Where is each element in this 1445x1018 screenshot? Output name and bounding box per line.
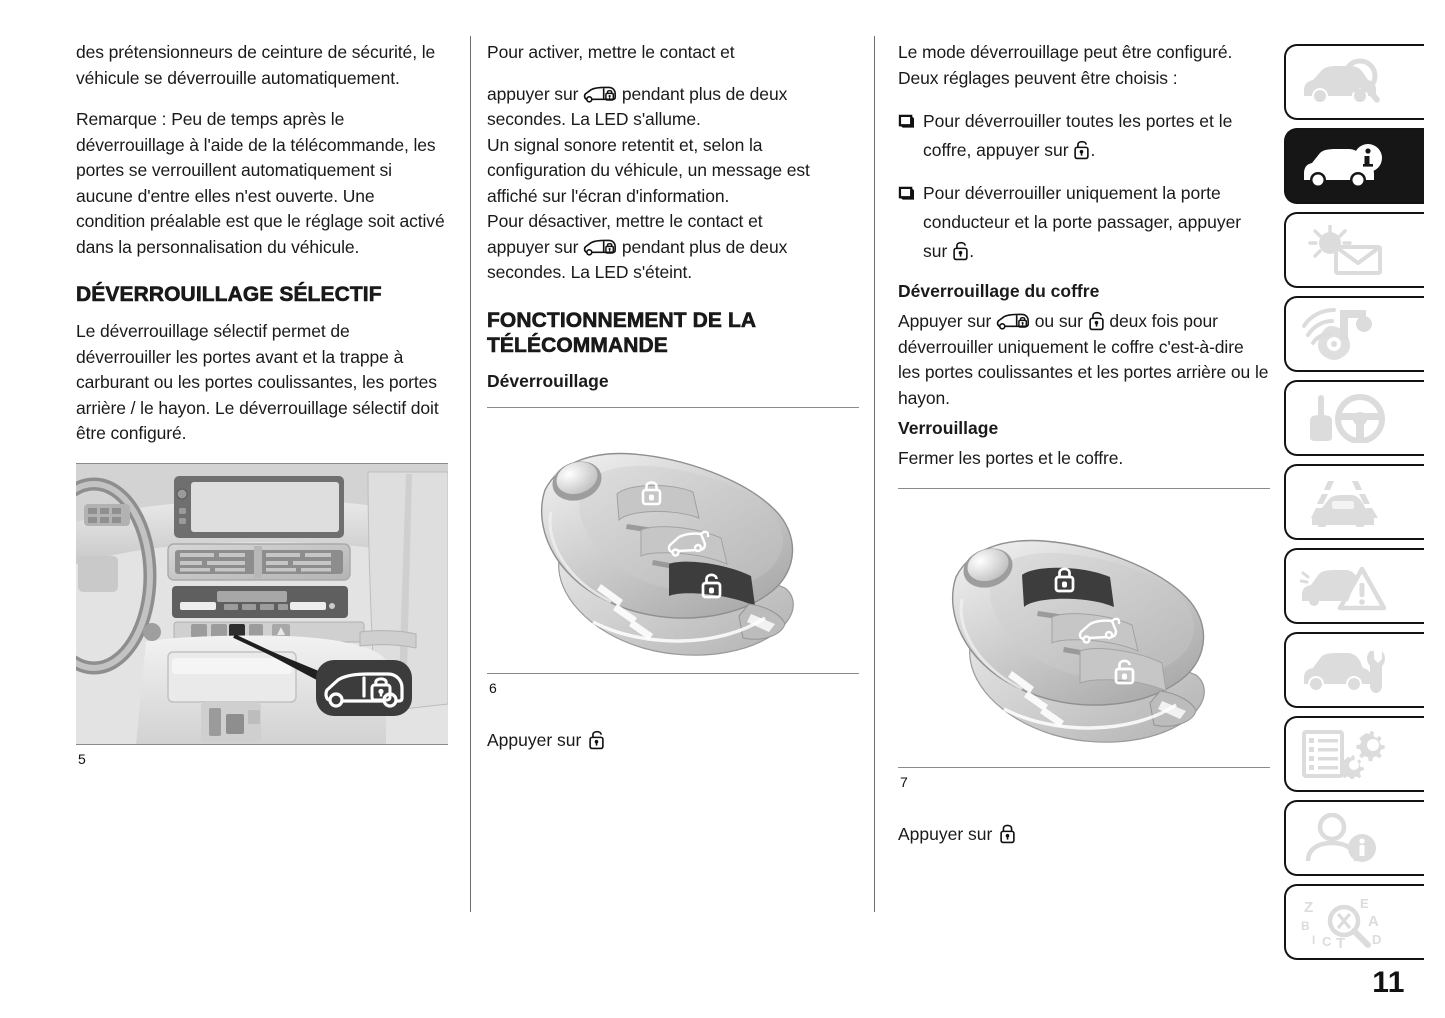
- callout-badge: [316, 660, 412, 716]
- bullet-item: [898, 179, 1270, 266]
- column-divider-right: [874, 36, 875, 912]
- figure-caption: [898, 821, 1270, 847]
- figure-keyfob-lock: [898, 488, 1270, 791]
- paragraph-text: pendant plus de deux secondes. La LED s'éteint.: [487, 236, 788, 282]
- sun-envelope-icon: [1300, 225, 1386, 275]
- paragraph-locking: Fermer les portes et le coffre.: [898, 448, 1124, 468]
- person-info-icon: [1300, 813, 1386, 863]
- section-heading-selective-unlock: DÉVERROUILLAGE SÉLECTIF: [76, 283, 382, 306]
- alphabet-magnifier-icon: [1300, 896, 1392, 948]
- figure-number: 5: [78, 750, 86, 767]
- lock-icon: [999, 823, 1016, 844]
- svg-text:I: I: [1312, 933, 1316, 947]
- wifi-music-location-icon: [1300, 308, 1386, 360]
- paragraph: Le déverrouillage sélectif permet de déverrouiller les portes avant et la trappe à carburant ou les portes coulissantes, les portes arrière / le hayon. Le déverrouillage sélectif doit être configuré.: [76, 321, 439, 443]
- paragraph: [487, 235, 859, 286]
- tab-driving[interactable]: [1284, 380, 1424, 456]
- page-number: 11: [1372, 966, 1405, 999]
- paragraph-text: appuyer sur: [487, 83, 579, 104]
- tab-services[interactable]: [1284, 800, 1424, 876]
- unlock-icon: [952, 240, 969, 261]
- keyfob-illustration: [487, 408, 859, 673]
- figure-bottom-rule: [487, 673, 859, 674]
- car-info-icon: [1300, 142, 1386, 190]
- figure-number: 7: [900, 773, 908, 790]
- paragraph-text: Pour activer, mettre le contact et: [487, 42, 735, 62]
- column-right: [898, 40, 1270, 847]
- svg-text:B: B: [1301, 919, 1310, 933]
- paragraph-text: ou sur: [1034, 311, 1083, 331]
- tab-vehicle-info[interactable]: [1284, 128, 1424, 204]
- tab-technical-data[interactable]: [1284, 716, 1424, 792]
- figure-dashboard: [76, 463, 448, 768]
- paragraph: des prétensionneurs de ceinture de sécurité, le véhicule se déverrouille automatiquement.: [76, 42, 436, 88]
- bullet-text: [923, 179, 1270, 266]
- tab-driving-assistance[interactable]: [1284, 464, 1424, 540]
- caption-text: Appuyer sur: [898, 823, 993, 844]
- tab-breakdown[interactable]: [1284, 548, 1424, 624]
- paragraph: [487, 82, 859, 133]
- svg-text:C: C: [1322, 934, 1332, 948]
- subheading-unlocking: Déverrouillage: [487, 370, 609, 391]
- svg-text:Z: Z: [1304, 899, 1314, 916]
- paragraph: [487, 40, 859, 66]
- figure-number: 6: [489, 679, 497, 696]
- unlock-icon: [1073, 139, 1090, 160]
- square-bullet-icon: [898, 186, 915, 206]
- figure-keyfob-unlock: [487, 407, 859, 697]
- column-left: [76, 40, 448, 768]
- bullet-text: [923, 107, 1270, 165]
- dashboard-illustration: [76, 464, 448, 744]
- section-heading-remote-operation: FONCTIONNEMENT DE LA TÉLÉCOMMANDE: [487, 308, 756, 357]
- car-lock-icon: [583, 85, 617, 102]
- car-magnifier-icon: [1300, 58, 1386, 106]
- paragraph-text: deux fois pour déverrouiller uniquement le coffre c'est-à-dire les portes coulissantes et les portes arrière ou le hayon.: [898, 311, 1269, 408]
- unlock-icon: [1088, 310, 1105, 331]
- figure-bottom-rule: [898, 767, 1270, 768]
- unlock-icon: [588, 729, 605, 750]
- tab-navigation-audio[interactable]: [1284, 296, 1424, 372]
- list-gears-icon: [1300, 729, 1386, 779]
- paragraph-trunk: [898, 309, 1270, 411]
- gearlever-steeringwheel-icon: [1300, 393, 1386, 443]
- caption-text: Appuyer sur: [487, 729, 582, 750]
- paragraph-remark: Remarque : Peu de temps après le déverrouillage à l'aide de la télécommande, les portes se verrouillent automatiquement si aucune d'entre elles n'est ouverte. Une condition préalable est que le réglage soit activé dans la personnalisation du véhicule.: [76, 109, 445, 257]
- svg-text:T: T: [1336, 935, 1346, 948]
- svg-text:A: A: [1368, 913, 1379, 930]
- tab-maintenance[interactable]: [1284, 632, 1424, 708]
- paragraph-text: pendant plus de deux secondes. La LED s'allume.: [487, 83, 788, 129]
- subheading-locking: Verrouillage: [898, 418, 999, 438]
- paragraph: Un signal sonore retentit et, selon la configuration du véhicule, un message est affiché sur l'écran d'information.: [487, 134, 810, 206]
- car-wrench-icon: [1300, 646, 1386, 694]
- car-lane-icon: [1300, 477, 1386, 527]
- tab-vehicle-overview[interactable]: [1284, 44, 1424, 120]
- column-divider-left: [470, 36, 471, 912]
- paragraph: Pour désactiver, mettre le contact et: [487, 211, 763, 231]
- square-bullet-icon: [898, 114, 915, 134]
- car-warning-triangle-icon: [1300, 561, 1386, 611]
- car-lock-icon: [996, 312, 1030, 329]
- car-lock-icon: [583, 238, 617, 255]
- figure-caption: [487, 727, 859, 753]
- bullet-text-end: .: [1090, 140, 1096, 160]
- svg-text:E: E: [1360, 896, 1369, 911]
- bullet-text-main: Pour déverrouiller uniquement la porte conducteur et la porte passager, appuyer sur: [923, 183, 1242, 261]
- column-middle: [487, 40, 859, 753]
- paragraph-intro: Le mode déverrouillage peut être configuré. Deux réglages peuvent être choisis :: [898, 42, 1233, 88]
- tab-index[interactable]: [1284, 884, 1424, 960]
- subheading-trunk-unlock: Déverrouillage du coffre: [898, 281, 1100, 301]
- chapter-tab-rail: [1284, 44, 1432, 968]
- bullet-text-end: .: [969, 241, 975, 261]
- keyfob-illustration: [898, 489, 1270, 767]
- bullet-text-main: Pour déverrouiller toutes les portes et le coffre, appuyer sur: [923, 111, 1233, 160]
- paragraph-text: Appuyer sur: [898, 311, 992, 331]
- svg-text:D: D: [1372, 932, 1382, 947]
- tab-lighting-visibility[interactable]: [1284, 212, 1424, 288]
- paragraph-text: appuyer sur: [487, 236, 579, 257]
- bullet-item: [898, 107, 1270, 165]
- figure-bottom-rule: [76, 744, 448, 745]
